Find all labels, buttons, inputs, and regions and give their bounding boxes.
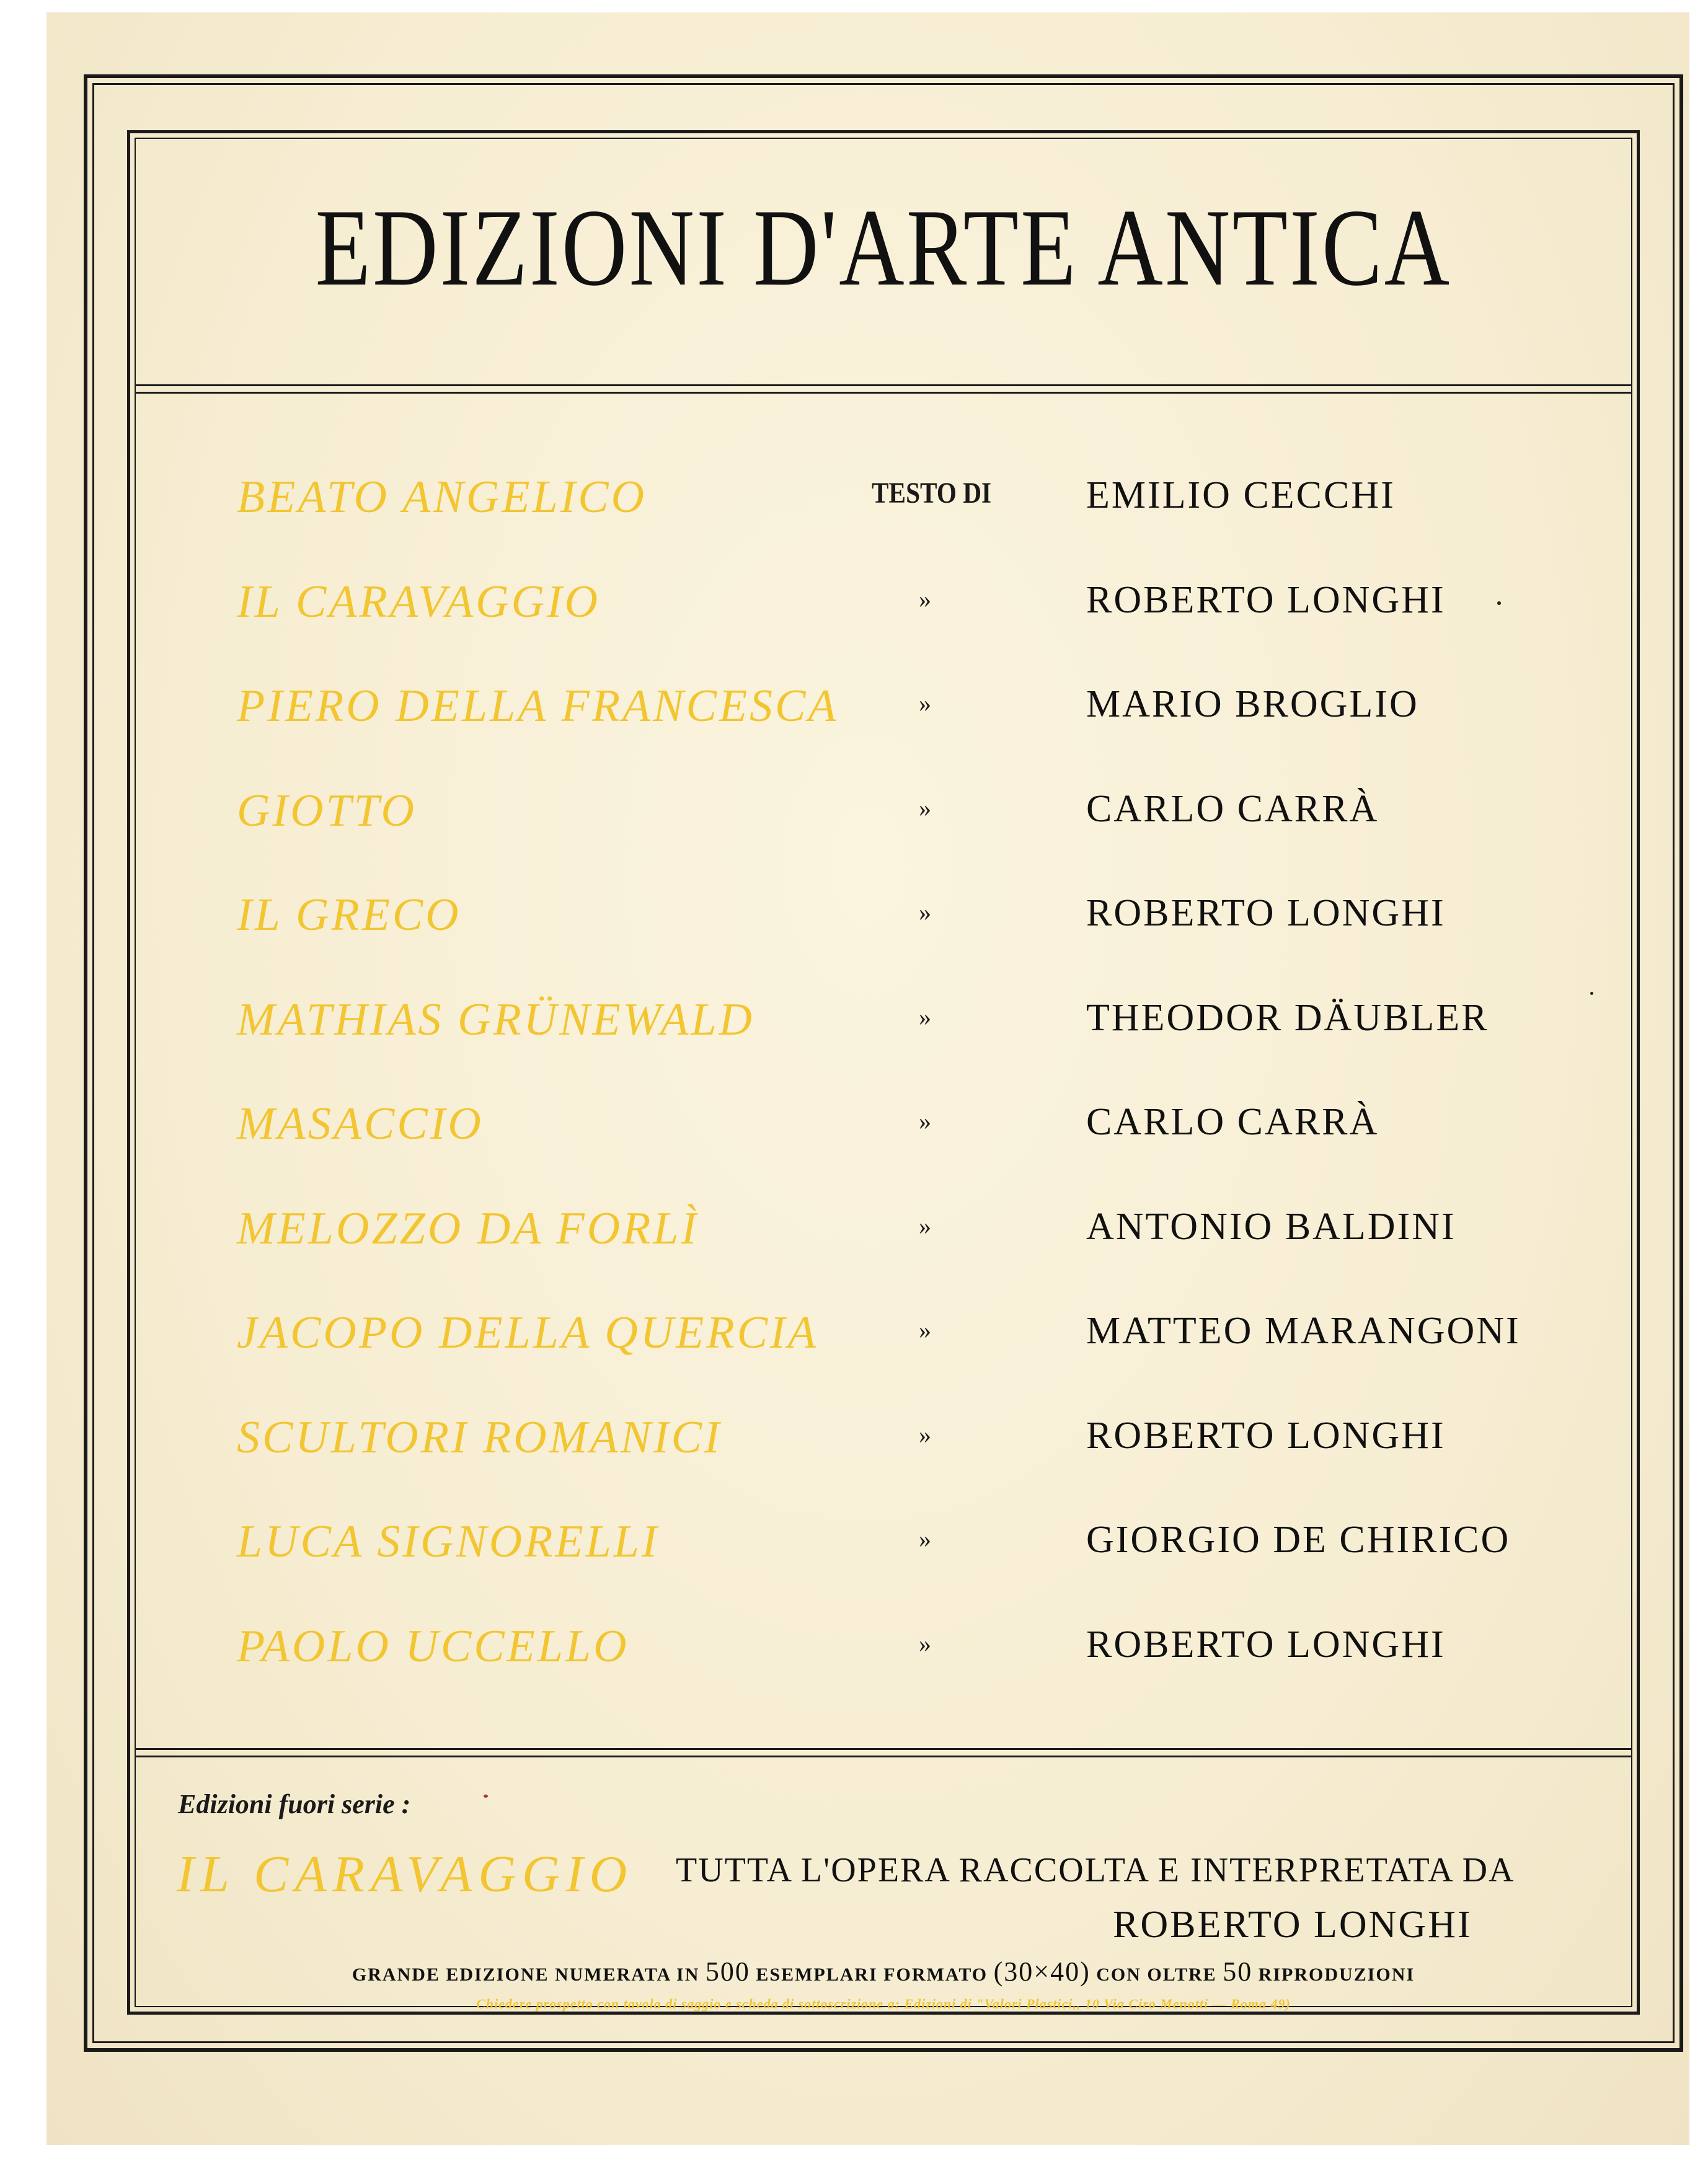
edition-subject: PIERO DELLA FRANCESCA bbox=[237, 681, 839, 731]
ditto-mark: » bbox=[919, 689, 931, 717]
edition-author: ROBERTO LONGHI bbox=[1086, 1415, 1446, 1457]
edition-subject: MATHIAS GRÜNEWALD bbox=[237, 994, 754, 1045]
edition-row bbox=[135, 1516, 1632, 1590]
edition-subject: MELOZZO DA FORLÌ bbox=[237, 1203, 699, 1254]
ditto-mark: » bbox=[919, 1003, 931, 1031]
edition-row bbox=[135, 1620, 1632, 1695]
info-part3: CON OLTRE bbox=[1096, 1964, 1217, 1985]
edition-subject: LUCA SIGNORELLI bbox=[237, 1516, 660, 1567]
edition-row bbox=[135, 785, 1632, 859]
ditto-mark: » bbox=[919, 1212, 931, 1240]
info-part2: ESEMPLARI FORMATO bbox=[756, 1964, 988, 1985]
edition-row bbox=[135, 1098, 1632, 1172]
edition-author: THEODOR DÄUBLER bbox=[1086, 997, 1489, 1039]
ditto-mark: » bbox=[919, 794, 931, 822]
edition-row bbox=[135, 1411, 1632, 1486]
edition-row bbox=[135, 471, 1632, 546]
edition-subject: JACOPO DELLA QUERCIA bbox=[237, 1307, 818, 1358]
edition-subject: SCULTORI ROMANICI bbox=[237, 1412, 722, 1463]
edition-author: CARLO CARRÀ bbox=[1086, 1101, 1379, 1143]
edition-row bbox=[135, 889, 1632, 963]
edition-author: GIORGIO DE CHIRICO bbox=[1086, 1519, 1511, 1561]
inner-border-inner-line bbox=[135, 138, 1632, 2007]
fuori-serie-description: TUTTA L'OPERA RACCOLTA E INTERPRETATA DA bbox=[676, 1851, 1515, 1889]
info-part1: GRANDE EDIZIONE NUMERATA IN bbox=[352, 1964, 700, 1985]
ditto-mark: » bbox=[919, 1525, 931, 1553]
edition-subject: PAOLO UCCELLO bbox=[237, 1621, 629, 1672]
edition-author: ROBERTO LONGHI bbox=[1086, 1623, 1446, 1666]
page-title: EDIZIONI D'ARTE ANTICA bbox=[315, 186, 1452, 309]
info-format: (30×40) bbox=[993, 1956, 1091, 1987]
edition-author: ROBERTO LONGHI bbox=[1086, 892, 1446, 934]
ink-speck bbox=[1590, 992, 1593, 995]
edition-subject: MASACCIO bbox=[237, 1098, 484, 1149]
testo-di-label: TESTO DI bbox=[872, 477, 992, 510]
edition-row bbox=[135, 680, 1632, 754]
list-divider bbox=[135, 1748, 1632, 1750]
info-part4: RIPRODUZIONI bbox=[1258, 1964, 1415, 1985]
ditto-mark: » bbox=[919, 585, 931, 613]
edition-row bbox=[135, 994, 1632, 1068]
ditto-mark: » bbox=[919, 1630, 931, 1658]
info-copies: 500 bbox=[705, 1956, 750, 1987]
edition-author: ANTONIO BALDINI bbox=[1086, 1206, 1456, 1248]
edition-subject: IL GRECO bbox=[237, 890, 461, 940]
edition-subject: IL CARAVAGGIO bbox=[237, 576, 601, 627]
title-divider bbox=[135, 384, 1632, 386]
ditto-mark: » bbox=[919, 898, 931, 926]
fuori-serie-subject: IL CARAVAGGIO bbox=[177, 1845, 634, 1903]
edition-author: CARLO CARRÀ bbox=[1086, 788, 1379, 830]
paper-sheet bbox=[46, 12, 1689, 2145]
ink-speck bbox=[1497, 601, 1501, 605]
ink-speck bbox=[484, 1795, 488, 1798]
edition-subject: BEATO ANGELICO bbox=[237, 472, 647, 523]
list-divider-2 bbox=[135, 1756, 1632, 1757]
title-divider-2 bbox=[135, 392, 1632, 394]
ditto-mark: » bbox=[919, 1107, 931, 1135]
fuori-serie-note: Chiedere prospetto con tavola di saggio e scheda di sottoscrizione a: Edizioni di "Valori Plastici,, 10 Via Ciro Menotti — Roma 49) bbox=[476, 1996, 1291, 2012]
edition-row bbox=[135, 1307, 1632, 1381]
edition-author: ROBERTO LONGHI bbox=[1086, 579, 1446, 621]
edition-author: MARIO BROGLIO bbox=[1086, 683, 1419, 725]
ditto-mark: » bbox=[919, 1421, 931, 1449]
edition-row bbox=[135, 576, 1632, 650]
ditto-mark: » bbox=[919, 1316, 931, 1344]
fuori-serie-label: Edizioni fuori serie : bbox=[178, 1789, 411, 1819]
edition-row bbox=[135, 1203, 1632, 1277]
edition-author: MATTEO MARANGONI bbox=[1086, 1310, 1521, 1352]
edition-author: EMILIO CECCHI bbox=[1086, 474, 1396, 516]
info-count: 50 bbox=[1223, 1956, 1253, 1987]
fuori-serie-info bbox=[135, 1956, 1632, 1987]
edition-subject: GIOTTO bbox=[237, 785, 417, 836]
fuori-serie-author: ROBERTO LONGHI bbox=[1113, 1904, 1472, 1946]
